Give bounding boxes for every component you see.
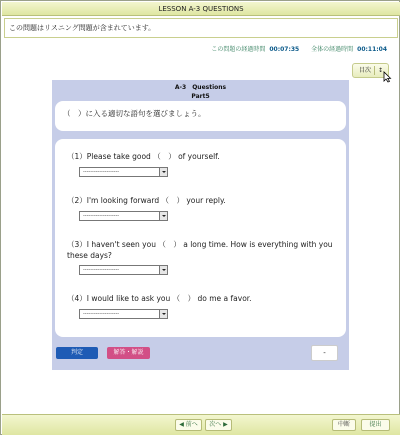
submit-button[interactable]: 提出 bbox=[361, 419, 390, 431]
total-time-value: 00:11:04 bbox=[357, 46, 387, 53]
next-button[interactable]: 次へ ▶ bbox=[205, 419, 232, 431]
elapsed-timers bbox=[211, 44, 387, 53]
question-time-label: この問題の経過時間 bbox=[211, 46, 266, 53]
prev-button[interactable]: ◀ 前へ bbox=[175, 419, 202, 431]
panel-title: A-3 Questions bbox=[174, 84, 227, 91]
question-1-text: （1）Please take good （ ） of yourself. bbox=[67, 152, 220, 161]
suspend-button[interactable]: 中断 bbox=[332, 419, 356, 431]
panel-header bbox=[52, 80, 349, 101]
question-4-select-value: -------------------- bbox=[83, 311, 120, 317]
chevron-down-icon[interactable] bbox=[159, 310, 167, 318]
toc-label: 目次 bbox=[359, 67, 372, 74]
footer-bar bbox=[2, 414, 400, 435]
question-1-select[interactable] bbox=[79, 167, 168, 177]
question-4-select[interactable] bbox=[79, 309, 168, 319]
instruction-text: （ ）に入る適切な語句を選びましょう。 bbox=[63, 109, 206, 118]
question-2-select-value: -------------------- bbox=[83, 213, 120, 219]
window-title: LESSON A-3 QUESTIONS bbox=[2, 2, 400, 16]
mouse-cursor-icon bbox=[383, 71, 392, 83]
toc-separator bbox=[374, 66, 375, 75]
chevron-down-icon[interactable] bbox=[159, 266, 167, 274]
question-panel bbox=[52, 80, 349, 370]
dash-button[interactable]: - bbox=[311, 345, 338, 361]
instruction-box bbox=[55, 101, 346, 131]
question-4-text: （4）I would like to ask you （ ） do me a favor. bbox=[67, 294, 252, 303]
answer-explanation-button[interactable]: 解答・解説 bbox=[107, 347, 150, 359]
total-time-label: 全体の経過時間 bbox=[311, 46, 354, 53]
question-3-text: （3）I haven't seen you （ ） a long time. How is everything with you these days? bbox=[67, 240, 333, 260]
chevron-down-icon[interactable] bbox=[159, 168, 167, 176]
panel-subtitle: Part5 bbox=[191, 93, 210, 100]
toc-arrow-icon: ↕ bbox=[378, 67, 384, 74]
question-time-value: 00:07:35 bbox=[269, 46, 300, 53]
listening-notice: この問題はリスニング問題が含まれています。 bbox=[4, 18, 398, 38]
judge-button[interactable]: 判定 bbox=[56, 347, 98, 359]
question-1-select-value: -------------------- bbox=[83, 169, 120, 175]
question-3-select-value: -------------------- bbox=[83, 267, 120, 273]
question-2-select[interactable] bbox=[79, 211, 168, 221]
chevron-down-icon[interactable] bbox=[159, 212, 167, 220]
questions-box bbox=[55, 139, 346, 337]
question-3-select[interactable] bbox=[79, 265, 168, 275]
question-2-text: （2）I'm looking forward （ ） your reply. bbox=[67, 196, 226, 205]
